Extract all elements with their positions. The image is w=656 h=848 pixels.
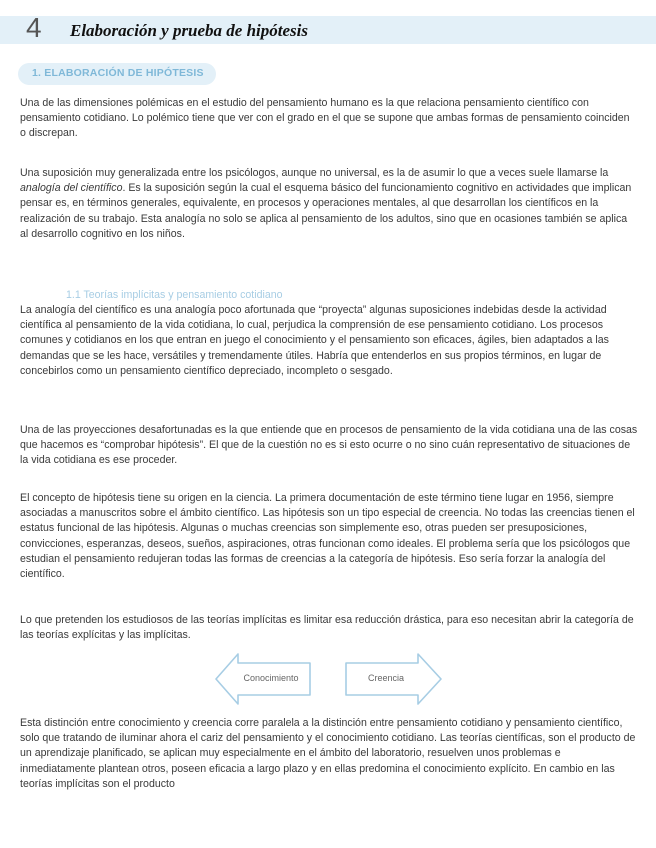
paragraph-2-end: . Es la suposición según la cual el esquema básico del funcionamiento cognitivo en actividades que implican pensar es, en términos generales, equivalente, en procesos y operaciones mentales, al que desarrollan los científicos en la realización de su trabajo. Esta analogía no solo se aplica al pensamiento de los adultos, sino que en ocasiones también se aplica al desarrollo cognitivo en los niños. [20, 182, 632, 240]
right-arrow-label: Creencia [367, 673, 405, 683]
section-heading-pill [18, 63, 216, 85]
right-arrow-creencia [344, 651, 444, 707]
paragraph-4: Una de las proyecciones desafortunadas es la que entiende que en procesos de pensamiento de la vida cotidiana una de las cosas que hacemos es “comprobar hipótesis”. El que de la cuestión no es si esto ocurre o no sino cuán representativo de situaciones de la vida cotidiana es ese proceder. [20, 424, 638, 467]
paragraph-1: Una de las dimensiones polémicas en el estudio del pensamiento humano es la que relaciona pensamiento científico con pensamiento cotidiano. Lo polémico tiene que ver con el grado en el que se supone que ambas formas de pensamiento coinciden o discrepan. [20, 97, 630, 140]
section-heading: 1. ELABORACIÓN DE HIPÓTESIS [32, 67, 204, 79]
chapter-title: Elaboración y prueba de hipótesis [70, 21, 309, 40]
paragraph-6: Lo que pretenden los estudiosos de las teorías implícitas es limitar esa reducción drástica, para eso necesitan abrir la categoría de las teorías explícitas y las implícitas. [20, 614, 634, 642]
paragraph-2-italic: analogía del científico [20, 182, 123, 195]
chapter-number: 4 [26, 12, 42, 43]
paragraph-2 [20, 166, 638, 242]
paragraph-3: La analogía del científico es una analogía poco afortunada que “proyecta” algunas suposiciones indebidas desde la actividad científica al pensamiento de la vida cotidiana, lo cual, perjudica la comprensión de ese pensamiento cotidiano. Los procesos comunes y cotidianos en los que entran en juego el conocimiento y el pensamiento son eficaces, ágiles, bien adaptados a las demandas que se les hace, versátiles y tremendamente útiles. Habría que entenderlos en sus propios términos, en lugar de concebirlos como un pensamiento científico depreciado, incompleto o sesgado. [20, 304, 609, 377]
subsection-heading: 1.1 Teorías implícitas y pensamiento cotidiano [66, 289, 283, 301]
paragraph-7: Esta distinción entre conocimiento y creencia corre paralela a la distinción entre pensamiento cotidiano y pensamiento científico, solo que tratando de iluminar ahora el cariz del pensamiento y el conocimiento cotidiano. Las teorías científicas, son el producto de un aprendizaje planificado, se aplican muy especialmente en el ámbito del laboratorio, resuelven unos problemas e inmediatamente plantean otros, poseen eficacia a largo plazo y en ellas predomina el conocimiento explícito. En cambio en las teorías implícitas son el producto [20, 717, 636, 790]
left-arrow-conocimiento [214, 651, 312, 707]
left-arrow-label: Conocimiento [243, 673, 299, 683]
paragraph-5: El concepto de hipótesis tiene su origen en la ciencia. La primera documentación de este término tiene lugar en 1956, siempre asociadas a manuscritos sobre el ámbito científico. Las hipótesis son un tipo especial de creencia. No todas las creencias tienen el estatus funcional de las hipótesis. Algunas o muchas creencias son simplemente eso, otras pueden ser presuposiciones, convicciones, esperanzas, deseos, sueños, aspiraciones, otras funcionan como ideales. El problema sería que los psicólogos que estudian el pensamiento redujeran todas las formas de creencias a la categoría de hipótesis. Eso sería forzar la analogía del científico. [20, 492, 635, 581]
paragraph-2-start: Una suposición muy generalizada entre los psicólogos, aunque no universal, es la de asumir lo que a veces suele llamarse la [20, 167, 609, 179]
